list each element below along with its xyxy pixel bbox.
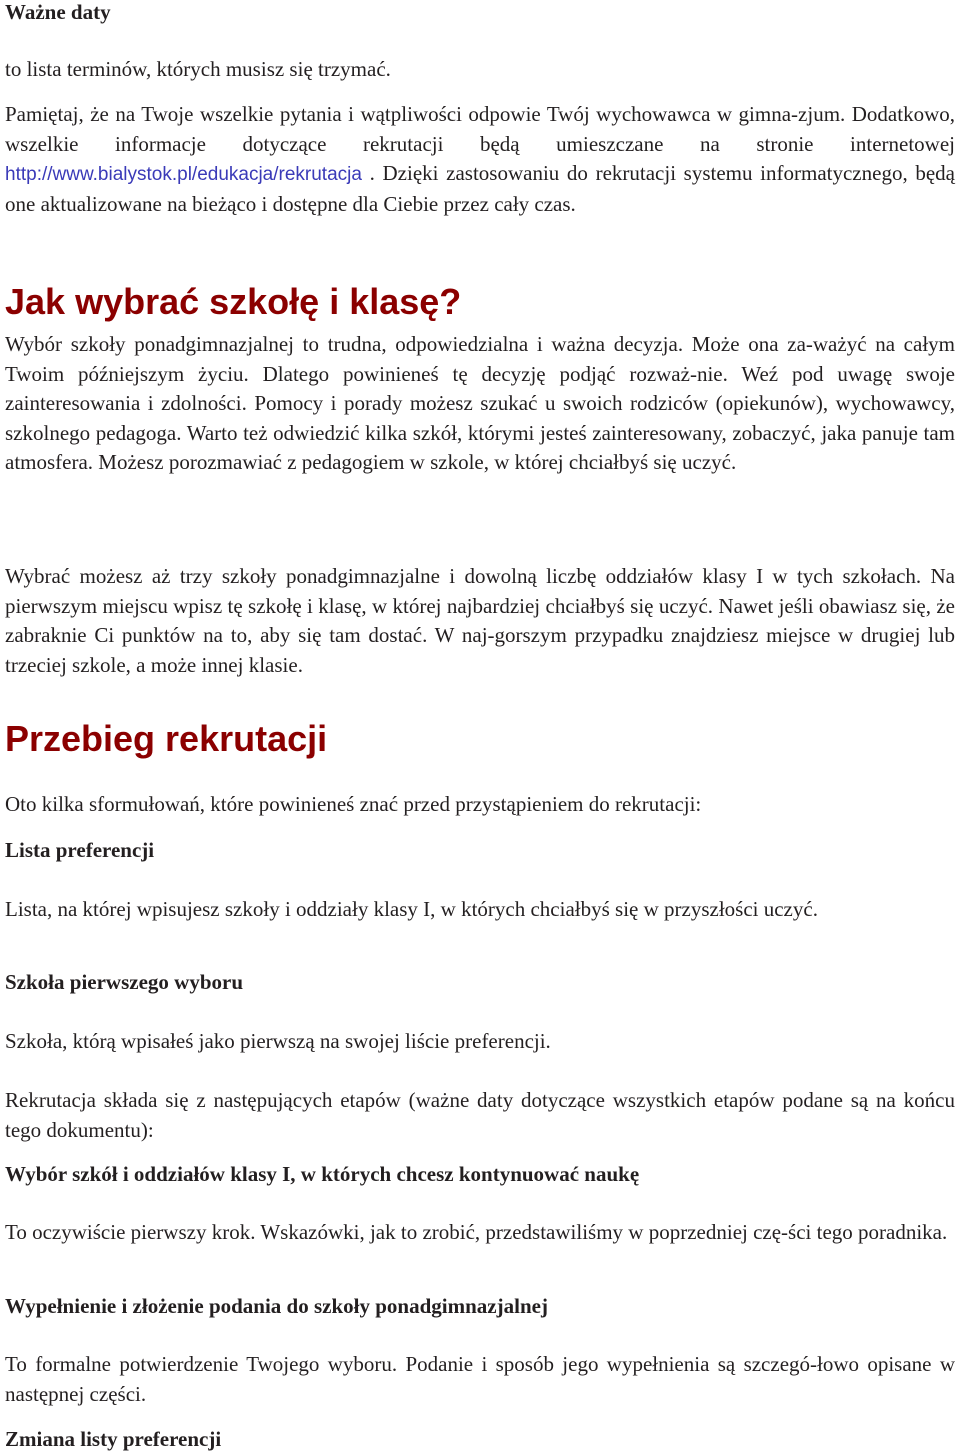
heading-wypelnienie: Wypełnienie i złożenie podania do szkoły ponadgimnazjalnej: [5, 1294, 548, 1318]
paragraph-rekrutacja-etapy: Rekrutacja składa się z następujących etapów (ważne daty dotyczące wszystkich etapów podane są na końcu tego dokumentu):: [5, 1088, 955, 1142]
heading-szkola-pierwszego-wyboru: Szkoła pierwszego wyboru: [5, 970, 243, 994]
paragraph-pierwszy-krok: To oczywiście pierwszy krok. Wskazówki, jak to zrobić, przedstawiliśmy w poprzedniej czę-ści tego poradnika.: [5, 1220, 948, 1244]
paragraph-pamietaj-text-2: . Dzięki zastosowaniu do rekrutacji systemu informatycznego, będą one aktualizowane na bieżąco i dostępne dla Ciebie przez cały czas.: [5, 161, 955, 216]
paragraph-pamietaj-text-1: Pamiętaj, że na Twoje wszelkie pytania i wątpliwości odpowie Twój wychowawca w gimna-zjum. Dodatkowo, wszelkie informacje dotyczące rekrutacji będą umieszczane na stronie internetowej: [5, 102, 955, 156]
paragraph-terminy: to lista terminów, których musisz się trzymać.: [5, 57, 391, 81]
paragraph-szkola: Szkoła, którą wpisałeś jako pierwszą na swojej liście preferencji.: [5, 1029, 551, 1053]
heading-przebieg: Przebieg rekrutacji: [5, 718, 328, 759]
paragraph-pamietaj: [5, 100, 955, 219]
heading-wybor-szkol: Wybór szkół i oddziałów klasy I, w których chcesz kontynuować naukę: [5, 1162, 640, 1186]
heading-jak-wybrac: Jak wybrać szkołę i klasę?: [5, 281, 462, 322]
paragraph-wybor-szkoly: Wybór szkoły ponadgimnazjalnej to trudna, odpowiedzialna i ważna decyzja. Może ona za-ważyć na całym Twoim późniejszym życiu. Dlatego powinieneś tę decyzję podjąć rozważ-nie. Weź pod uwagę swoje zainteresowania i zdolności. Pomocy i porady możesz szukać u swoich rodziców (opiekunów), wychowawcy, szkolnego pedagoga. Warto też odwiedzić kilka szkół, którymi jesteś zainteresowany, zobaczyć, jaka panuje tam atmosfera. Możesz porozmawiać z pedagogiem w szkole, w której chciałbyś się uczyć.: [5, 332, 955, 474]
paragraph-wybrac-mozesz: Wybrać możesz aż trzy szkoły ponadgimnazjalne i dowolną liczbę oddziałów klasy I w tych szkołach. Na pierwszym miejscu wpisz tę szkołę i klasę, w której najbardziej chciałbyś się uczyć. Nawet jeśli obawiasz się, że zabraknie Ci punktów na to, aby się tam dostać. W naj-gorszym przypadku znajdziesz miejsce w drugiej lub trzeciej szkole, a może innej klasie.: [5, 564, 955, 677]
paragraph-formalne: To formalne potwierdzenie Twojego wyboru. Podanie i sposób jego wypełnienia są szczegó-łowo opisane w następnej części.: [5, 1352, 955, 1406]
heading-wazne-daty: Ważne daty: [5, 0, 111, 24]
heading-lista-preferencji: Lista preferencji: [5, 838, 155, 862]
heading-zmiana-listy: Zmiana listy preferencji: [5, 1427, 222, 1451]
paragraph-sformulowania: Oto kilka sformułowań, które powinieneś znać przed przystąpieniem do rekrutacji:: [5, 792, 702, 816]
paragraph-lista: Lista, na której wpisujesz szkoły i oddziały klasy I, w których chciałbyś się w przyszłości uczyć.: [5, 897, 818, 921]
rekrutacja-link[interactable]: http://www.bialystok.pl/edukacja/rekrutacja: [5, 164, 362, 185]
